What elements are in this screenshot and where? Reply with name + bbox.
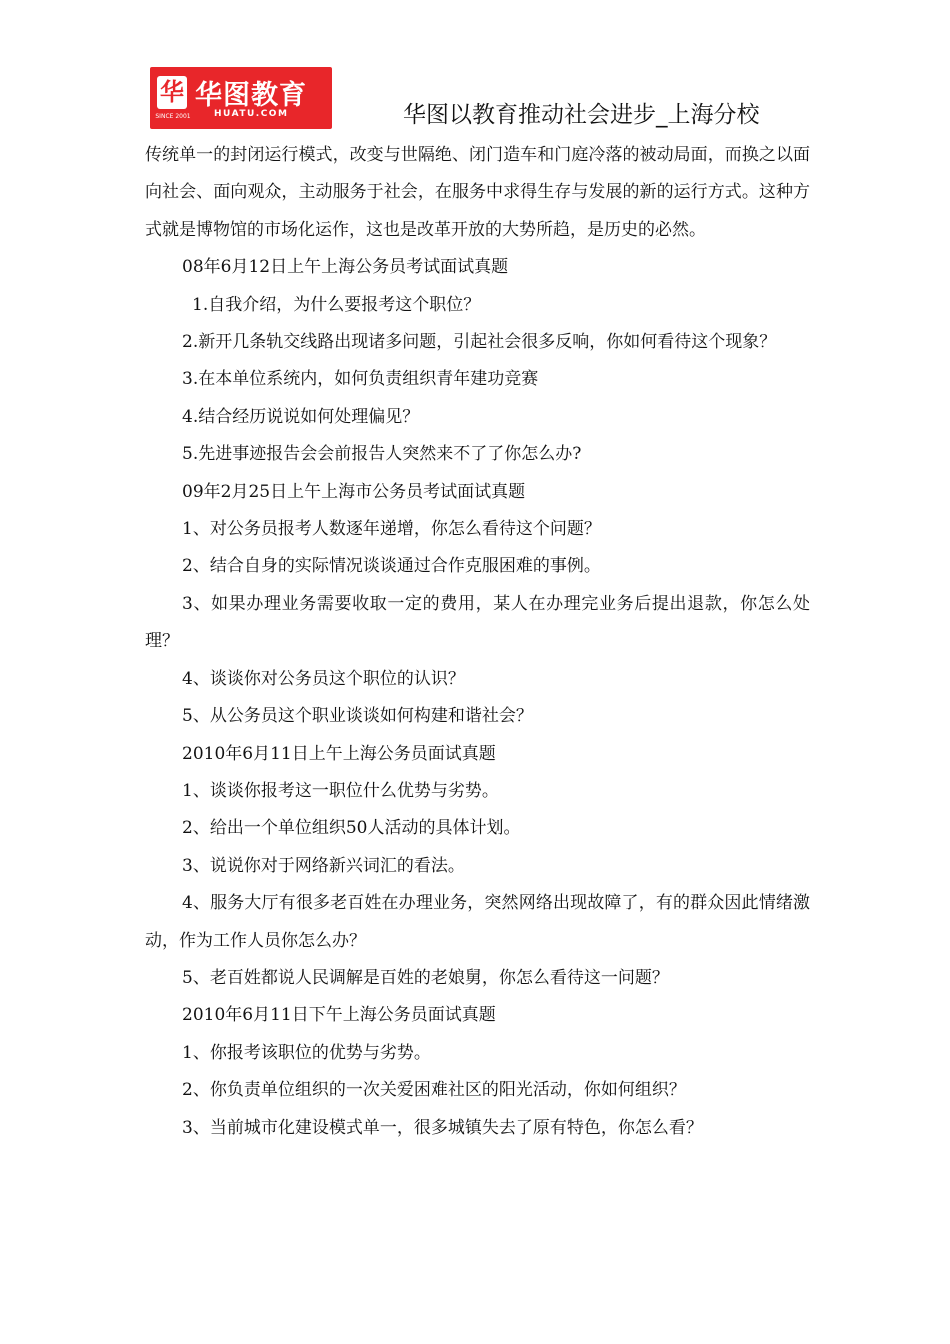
document-body <box>145 137 810 1147</box>
paragraph: 5、从公务员这个职业谈谈如何构建和谐社会？ <box>182 706 533 727</box>
paragraph: 3、说说你对于网络新兴词汇的看法。 <box>182 855 465 876</box>
paragraph: 5.先进事迹报告会会前报告人突然来不了了你怎么办? <box>182 444 582 465</box>
paragraph: 2、结合自身的实际情况谈谈通过合作克服困难的事例。 <box>182 556 601 577</box>
paragraph: 4.结合经历说说如何处理偏见？ <box>182 406 420 427</box>
logo-text: 华图教育 <box>195 80 307 111</box>
paragraph: 2.新开几条轨交线路出现诸多问题，引起社会很多反响，你如何看待这个现象？ <box>182 332 777 353</box>
paragraph: 1、谈谈你报考这一职位什么优势与劣势。 <box>182 780 499 801</box>
paragraph: 09年2月25日上午上海市公务员考试面试真题 <box>182 481 526 502</box>
logo-emblem-icon: 华 <box>157 76 187 109</box>
paragraph: 08年6月12日上午上海公务员考试面试真题 <box>182 257 509 278</box>
header-slogan: 华图以教育推动社会进步_上海分校 <box>403 102 760 128</box>
paragraph: 4、谈谈你对公务员这个职位的认识？ <box>182 668 465 689</box>
paragraph: 1.自我介绍，为什么要报考这个职位？ <box>192 294 481 315</box>
page-header <box>0 0 950 135</box>
logo-url: HUATU.COM <box>214 109 289 119</box>
paragraph: 1、你报考该职位的优势与劣势。 <box>182 1042 431 1063</box>
paragraph: 4、服务大厅有很多老百姓在办理业务，突然网络出现故障了，有的群众因此情绪激动，作为工作人员你怎么办？ <box>145 893 810 951</box>
paragraph: 3、如果办理业务需要收取一定的费用，某人在办理完业务后提出退款，你怎么处理？ <box>145 593 810 652</box>
paragraph: 2010年6月11日下午上海公务员面试真题 <box>182 1005 496 1026</box>
paragraph: 2010年6月11日上午上海公务员面试真题 <box>182 743 496 764</box>
paragraph: 传统单一的封闭运行模式，改变与世隔绝、闭门造车和门庭冷落的被动局面，而换之以面向社会、面向观众，主动服务于社会，在服务中求得生存与发展的新的运行方式。这种方式就是博物馆的市场化运作，这也是改革开放的大势所趋，是历史的必然。 <box>145 145 810 240</box>
paragraph: 2、你负责单位组织的一次关爱困难社区的阳光活动，你如何组织？ <box>182 1080 686 1101</box>
paragraph: 2、给出一个单位组织50人活动的具体计划。 <box>182 818 521 839</box>
paragraph: 1、对公务员报考人数逐年递增，你怎么看待这个问题？ <box>182 519 601 540</box>
paragraph: 5、老百姓都说人民调解是百姓的老娘舅，你怎么看待这一问题？ <box>182 967 669 988</box>
logo-year: SINCE 2001 <box>155 113 191 120</box>
paragraph: 3.在本单位系统内，如何负责组织青年建功竞赛 <box>182 369 539 390</box>
paragraph: 3、当前城市化建设模式单一，很多城镇失去了原有特色，你怎么看？ <box>182 1117 703 1138</box>
huatu-logo <box>150 67 332 129</box>
